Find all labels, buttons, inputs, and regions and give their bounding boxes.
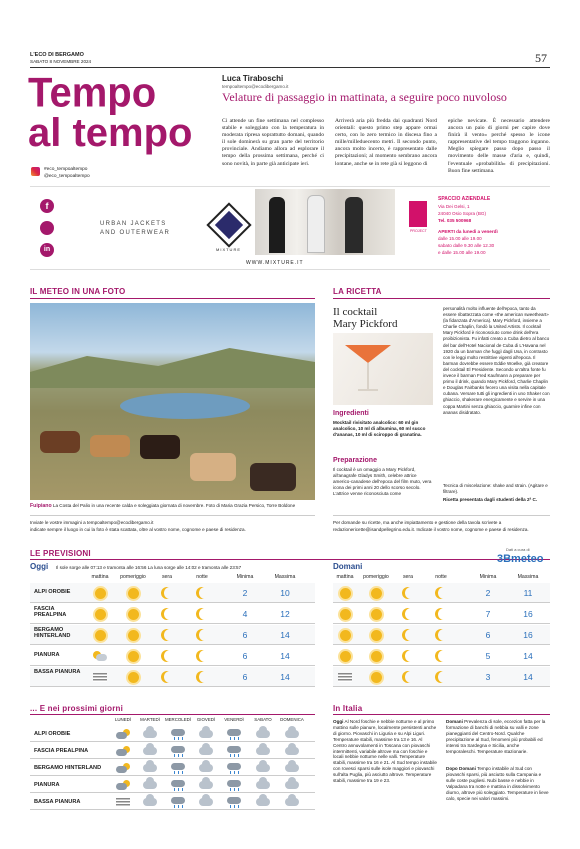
cloud-icon <box>256 747 270 755</box>
provider-logo: 3Bmeteo <box>497 553 544 565</box>
zone-label: PIANURA <box>34 652 60 658</box>
icon-cell <box>196 727 216 741</box>
min-temp: 2 <box>242 588 248 598</box>
instagram-handle: #eco_tempoaltempo <box>44 167 88 172</box>
icon-cell <box>282 761 302 775</box>
forecast-section-title: LE PREVISIONI <box>30 549 91 558</box>
icon-cell <box>157 585 177 601</box>
moon-icon <box>405 650 417 662</box>
sun-icon <box>371 672 382 683</box>
moon-icon <box>164 671 176 683</box>
forecast-row <box>30 583 315 603</box>
week-row <box>30 743 315 759</box>
forecast-section-rule <box>30 559 550 560</box>
cloud-sun-icon <box>116 780 130 790</box>
recipe-contact-2: redazionericette@isandpellegrino.edu.it. Indicate il vostro nome, cognome e paese di residenza. <box>333 527 529 532</box>
icon-cell <box>140 744 160 758</box>
icon-cell <box>90 585 110 601</box>
hours3: e dalle 15.00 alle 19.00 <box>438 250 486 255</box>
recipe-section-title: LA RICETTA <box>333 287 382 296</box>
sun-icon <box>340 588 351 599</box>
icon-cell <box>398 669 418 685</box>
italia-section-title: In Italia <box>333 704 363 713</box>
cloud-icon <box>285 764 299 772</box>
max-temp: 11 <box>523 588 533 598</box>
icon-cell <box>157 669 177 685</box>
icon-cell <box>431 648 451 664</box>
cocktail-photo <box>333 333 433 405</box>
day-header: GIOVEDÌ <box>196 717 216 722</box>
photo-horses <box>30 303 315 500</box>
min-temp: 6 <box>242 630 248 640</box>
icon-cell <box>192 606 212 622</box>
italia-domani <box>446 719 550 754</box>
zone-label: BERGAMO HINTERLAND <box>34 765 102 771</box>
article-col3: epiche nevicate. È necessario attendere ancora un paio di giorni per capire dove finirà il vento» perché spesso le icone rappresentative del tempo traggono inganno. Meglio spiegare passo dopo passo il movimento delle masse d'aria e, quindi, l'eventuale «probabilità» di precipitazioni. Buon fine settimana. <box>448 118 550 174</box>
forecast-row <box>333 604 550 624</box>
icon-cell <box>140 795 160 809</box>
rain-icon <box>171 746 185 757</box>
icon-cell <box>366 606 386 622</box>
column-header: pomeriggio <box>363 574 389 580</box>
cloud-icon <box>143 730 157 738</box>
moon-icon <box>164 629 176 641</box>
paper-date: SABATO 8 NOVEMBRE 2024 <box>30 59 92 64</box>
moon-icon <box>199 587 211 599</box>
day-header: SABATO <box>254 717 272 722</box>
rain-icon <box>171 797 185 808</box>
icon-cell <box>224 761 244 775</box>
caption-rule <box>30 515 315 516</box>
sun-cloud-icon <box>93 651 107 661</box>
zone-label: BASSA PIANURA <box>34 669 81 675</box>
ad-models-photo <box>255 189 395 255</box>
forecast-row <box>30 604 315 624</box>
sun-moon-times: Il sole sorge alle 07:13 e tramonta alle 16:56 La luna sorge alle 14:02 e tramonta alle 23:57 <box>56 565 242 570</box>
day-header: VENERDÌ <box>224 717 244 722</box>
recipe-right-text: personalità molto influente dell'epoca, tanto da essere ribattezzata come «the american sweetheart» (la fidanzata d'America). Mary Pickford, insieme a Charlie Chaplin, fondò la United Artists. Il cocktail Mary Pickford è riconosciuto come drink dell'era proibizionista. Fu infatti creato a Cuba dietro al banco del bar dell'Hotel Nacional de Cuba di L'Havana nel 1920 da un barman che fuggì dagli Usa, in contrasto con le leggi molto restrittive vigenti all'epoca. Il barman dovrebbe essere Eddie Woelke, già creatore del cocktail El Presidente. Secondo un'altra fonte fu invece il barman Fred Kaufmann a preparare per primo il drink, quando Mary Pickford, Charlie Chaplin e Douglas Fairbanks fecero una visita nella capitale cubana. Versare tutti gli ingredienti in uno Shaker con ghiaccio, shakerare energicamente e servire in una coppa Martini senza ghiaccio, guarnire infine con ananas disidratato. <box>443 306 550 415</box>
max-temp: 14 <box>523 651 533 661</box>
icon-cell <box>224 778 244 792</box>
max-temp: 14 <box>280 672 290 682</box>
week-row <box>30 760 315 776</box>
min-temp: 6 <box>242 651 248 661</box>
icon-cell <box>398 606 418 622</box>
icon-cell <box>140 778 160 792</box>
cloud-icon <box>256 764 270 772</box>
icon-cell <box>335 585 355 601</box>
sun-icon <box>340 651 351 662</box>
italia-oggi-text: Al Nord foschie e nebbie notturne e al primo mattino sulle pianure, localmente persistenti anche di giorno. Piovaschi in Liguria e su Alpi Liguri. Temperature stabili, massime tra 13 e 16. Al Centro annuvolamenti in Toscana con piovaschi intermittenti, variabile altrove ma con foschie e locali nebbie notturne nelle valli. Temperature stabili, massime tra 16 e 21. Al Sud tempo instabile con rovesci sparsi sulle isole maggiori e piovaschi sull'alta Puglia, più asciutto altrove. Temperature stabili, massime tra 19 e 23. <box>333 719 437 784</box>
moon-icon <box>405 629 417 641</box>
sun-icon <box>128 672 139 683</box>
moon-icon <box>438 608 450 620</box>
icon-cell <box>282 744 302 758</box>
recipe-title-1: Il cocktail <box>333 306 378 318</box>
column-header: mattina <box>336 574 354 580</box>
sun-icon <box>128 609 139 620</box>
max-temp: 14 <box>523 672 533 682</box>
forecast-row <box>30 625 315 645</box>
icon-cell <box>224 744 244 758</box>
icon-cell <box>113 744 133 758</box>
section-title-line2: al tempo <box>28 111 193 155</box>
cloud-icon <box>143 781 157 789</box>
icon-cell <box>253 795 273 809</box>
moon-icon <box>405 587 417 599</box>
tomorrow-forecast-table <box>333 573 550 690</box>
italia-section-rule <box>333 714 550 715</box>
rain-icon <box>227 746 241 757</box>
week-row <box>30 794 315 810</box>
cloud-sun-icon <box>116 763 130 773</box>
icon-cell <box>431 606 451 622</box>
sun-icon <box>371 588 382 599</box>
fog-icon <box>338 673 352 682</box>
italia-oggi <box>333 719 437 784</box>
icon-cell <box>140 727 160 741</box>
icon-cell <box>224 795 244 809</box>
moon-icon <box>199 608 211 620</box>
icon-cell <box>431 585 451 601</box>
m-project-logo <box>409 201 427 227</box>
sun-icon <box>128 588 139 599</box>
recipe-rule <box>333 515 550 516</box>
icon-cell <box>192 648 212 664</box>
photo-invite-2: indicate sempre il luogo in cui la foto è stata scattata, oltre al vostro nome, cognome e paese di residenza. <box>30 527 246 532</box>
cloud-icon <box>199 747 213 755</box>
icon-cell <box>157 606 177 622</box>
icon-cell <box>335 669 355 685</box>
icon-cell <box>282 778 302 792</box>
sun-icon <box>128 630 139 641</box>
icon-cell <box>196 761 216 775</box>
min-temp: 5 <box>485 651 491 661</box>
icon-cell <box>366 585 386 601</box>
icon-cell <box>196 795 216 809</box>
moon-icon <box>438 650 450 662</box>
icon-cell <box>123 627 143 643</box>
moon-icon <box>199 650 211 662</box>
preparation-title: Preparazione <box>333 457 377 464</box>
day-header: DOMENICA <box>280 717 304 722</box>
max-temp: 16 <box>523 630 533 640</box>
moon-icon <box>438 671 450 683</box>
icon-cell <box>140 761 160 775</box>
m-project-label: PROJECT <box>410 229 427 233</box>
icon-cell <box>398 648 418 664</box>
facebook-icon[interactable]: f <box>40 199 54 213</box>
icon-cell <box>253 761 273 775</box>
addr2: 24040 Osio Sopra (BG) <box>438 211 487 216</box>
zone-label: ALPI OROBIE <box>34 589 71 595</box>
icon-cell <box>431 627 451 643</box>
italia-domani-text: Prevalenza di sole, eccezion fatta per la formazione di banchi di nebbia su valli e zone pianeggianti del Centro-Nord. Qualche precipitazione al Sud, fenomeni più probabili ed intensi tra Sardegna e Sicilia, anche temporaleschi. Temperature stazionarie. <box>446 719 546 754</box>
forecast-row <box>333 625 550 645</box>
recipe-title-2: Mary Pickford <box>333 318 398 330</box>
min-temp: 3 <box>485 672 491 682</box>
forecast-row <box>333 667 550 687</box>
rain-icon <box>227 780 241 791</box>
icon-cell <box>90 627 110 643</box>
fog-icon <box>116 798 130 807</box>
author-email: tempoaltempo@ecodibergamo.it <box>222 84 289 89</box>
min-temp: 6 <box>485 630 491 640</box>
icon-cell <box>123 585 143 601</box>
week-row <box>30 726 315 742</box>
icon-cell <box>335 648 355 664</box>
recipe-section-rule <box>333 298 550 299</box>
fog-icon <box>93 673 107 682</box>
cloud-icon <box>256 798 270 806</box>
moon-icon <box>438 587 450 599</box>
italia-dopo <box>446 766 550 801</box>
icon-cell <box>113 761 133 775</box>
instagram-ad-icon[interactable] <box>40 221 54 235</box>
day-header: MERCOLEDÌ <box>164 717 192 722</box>
sun-icon <box>371 651 382 662</box>
headline: Velature di passaggio in mattinata, a seguire poco nuvoloso <box>222 90 507 104</box>
ingredients-text: Mocktail rivisitato analcolico: 60 ml gin analcolico, 10 ml di albumina, 60 ml succo d'ananas, 10 ml di sciroppo di granatina. <box>333 420 426 437</box>
max-temp: 10 <box>280 588 290 598</box>
column-header: Massima <box>274 574 296 580</box>
icon-cell <box>192 627 212 643</box>
column-header: Minima <box>236 574 254 580</box>
day-header: LUNEDÌ <box>114 717 132 722</box>
icon-cell <box>168 727 188 741</box>
max-temp: 14 <box>280 651 290 661</box>
icon-cell <box>113 727 133 741</box>
sun-icon <box>340 609 351 620</box>
icon-cell <box>335 606 355 622</box>
section-title-line1: Tempo <box>28 69 157 117</box>
day-header: MARTEDÌ <box>140 717 160 722</box>
cloud-sun-icon <box>116 746 130 756</box>
icon-cell <box>224 727 244 741</box>
week-forecast-table <box>30 716 315 812</box>
ingredients-title: Ingredienti <box>333 410 369 417</box>
min-temp: 7 <box>485 609 491 619</box>
italia-domani-label: Domani <box>446 719 463 724</box>
zone-label: BASSA PIANURA <box>34 799 81 805</box>
rain-icon <box>227 763 241 774</box>
icon-cell <box>282 795 302 809</box>
moon-icon <box>199 629 211 641</box>
icon-cell <box>431 669 451 685</box>
photo-caption-block <box>30 503 315 509</box>
moon-icon <box>405 608 417 620</box>
icon-cell <box>192 585 212 601</box>
week-row <box>30 777 315 793</box>
article-col2: Arriverà aria più fredda dai quadranti Nord orientali: questo primo step appare ormai certo, con lo zero termico in discesa fino a mille/milleduecento metri. Il secondo punto, ancora molto incerto, è rappresentato dalle precipitazioni; al momento sembrano ancora lontane, anche se in rete già si leggono di <box>335 118 437 167</box>
cloud-icon <box>285 747 299 755</box>
phone: Tel. 035 500968 <box>438 218 472 223</box>
icon-cell <box>90 648 110 664</box>
sun-icon <box>128 651 139 662</box>
author: Luca Tiraboschi <box>222 74 284 83</box>
cloud-icon <box>199 764 213 772</box>
icon-cell <box>113 778 133 792</box>
cloud-icon <box>256 730 270 738</box>
icon-cell <box>90 606 110 622</box>
column-header: notte <box>196 574 208 580</box>
italia-dopo-text: Tempo instabile al Sud con piovaschi sparsi, più asciutto sulla Campania e sulle coste pugliesi. Nubi basse e nebbie in Valpadana tra notte e mattina in dissolvimento diurno, altrove più soleggiato. Temperature in lieve calo, specie nei valori massimi. <box>446 766 549 801</box>
column-header: sera <box>402 574 414 580</box>
advertisement <box>30 186 550 270</box>
icon-cell <box>253 778 273 792</box>
recipe-credit: Ricetta presentata dagli studenti della 2ª C. <box>443 497 538 502</box>
cloud-icon <box>285 730 299 738</box>
domani-label: Domani <box>333 562 363 571</box>
page-number: 57 <box>535 51 547 65</box>
max-temp: 16 <box>523 609 533 619</box>
column-header: pomeriggio <box>120 574 146 580</box>
recipe-contact-1: Per domande su ricette, ma anche impiattamento e gestione della tavola scrivete a <box>333 520 502 525</box>
instagram-icon <box>31 167 40 176</box>
min-temp: 4 <box>242 609 248 619</box>
photo-section-rule <box>30 298 315 299</box>
ad-tagline-1: URBAN JACKETS <box>100 221 167 227</box>
rain-icon <box>227 729 241 740</box>
oggi-label: Oggi <box>30 562 49 571</box>
icon-cell <box>123 669 143 685</box>
column-header: sera <box>161 574 173 580</box>
cloud-icon <box>143 798 157 806</box>
paper-name: L'ECO DI BERGAMO <box>30 52 84 58</box>
icon-cell <box>196 778 216 792</box>
icon-cell <box>113 795 133 809</box>
addr1: Via Dei Gelsi, 1 <box>438 204 470 209</box>
zone-label: ALPI OROBIE <box>34 731 71 737</box>
article-col1: Ci attende un fine settimana nel complesso stabile e soleggiato con la temperatura in moderata ripresa soprattutto domani, quando il sole dominerà su gran parte del territorio provinciale. Andiamo allora ad esplorare il tempo della prossima settimana, perché ci sono novità, in parte già anticipate ieri. <box>222 118 324 167</box>
provider-small: Dati a cura di <box>506 547 530 552</box>
rain-icon <box>171 729 185 740</box>
sun-icon <box>95 630 106 641</box>
forecast-row <box>333 646 550 666</box>
max-temp: 12 <box>280 609 290 619</box>
week-section-title: ... E nei prossimi giorni <box>30 704 124 713</box>
zone-label: FASCIA PREALPINA <box>34 606 67 618</box>
cloud-icon <box>199 730 213 738</box>
icon-cell <box>253 744 273 758</box>
column-header: Minima <box>479 574 497 580</box>
icon-cell <box>335 627 355 643</box>
moon-icon <box>199 671 211 683</box>
sun-icon <box>95 609 106 620</box>
icon-cell <box>196 744 216 758</box>
sun-icon <box>95 588 106 599</box>
icon-cell <box>168 778 188 792</box>
icon-cell <box>366 648 386 664</box>
column-header: Massima <box>517 574 539 580</box>
photo-place: Fuipiano <box>30 503 52 509</box>
icon-cell <box>192 669 212 685</box>
ad-tagline-2: AND OUTERWEAR <box>100 230 171 236</box>
sun-icon <box>371 630 382 641</box>
italia-dopo-label: Dopo Domani <box>446 766 476 771</box>
zone-label: FASCIA PREALPINA <box>34 748 89 754</box>
icon-cell <box>282 727 302 741</box>
rain-icon <box>227 797 241 808</box>
linkedin-icon[interactable]: in <box>40 243 54 257</box>
cloud-icon <box>143 747 157 755</box>
moon-icon <box>438 629 450 641</box>
cloud-icon <box>199 781 213 789</box>
mixture-logo <box>206 202 251 247</box>
moon-icon <box>164 587 176 599</box>
photo-invite-1: Inviate le vostre immagini a tempoaltempo@ecodibergamo.it <box>30 520 154 525</box>
forecast-row <box>30 667 315 687</box>
moon-icon <box>164 608 176 620</box>
cloud-icon <box>285 798 299 806</box>
column-header: mattina <box>91 574 109 580</box>
min-temp: 6 <box>242 672 248 682</box>
hours2: sabato dalle 9.30 alle 12.30 <box>438 243 495 248</box>
forecast-row <box>30 646 315 666</box>
instagram-handle-2: @eco_tempoaltempo <box>44 174 90 179</box>
icon-cell <box>398 585 418 601</box>
rain-icon <box>171 780 185 791</box>
icon-cell <box>123 606 143 622</box>
cloud-icon <box>256 781 270 789</box>
sun-icon <box>340 630 351 641</box>
photo-caption: La Costa del Palio in una recente calda e soleggiata giornata di novembre. Foto di Maria Grazia Persico, Torre Boldone <box>52 503 296 508</box>
spaccio-title: SPACCIO AZIENDALE <box>438 196 491 202</box>
rain-icon <box>171 763 185 774</box>
cloud-icon <box>199 798 213 806</box>
icon-cell <box>157 648 177 664</box>
icon-cell <box>253 727 273 741</box>
icon-cell <box>168 761 188 775</box>
open-title: APERTI da lunedì a venerdì <box>438 229 498 234</box>
column-header: notte <box>435 574 447 580</box>
zone-label: PIANURA <box>34 782 60 788</box>
ad-url[interactable]: WWW.MIXTURE.IT <box>246 260 304 266</box>
today-forecast-table <box>30 573 315 690</box>
icon-cell <box>168 795 188 809</box>
icon-cell <box>90 669 110 685</box>
moon-icon <box>405 671 417 683</box>
week-section-rule <box>30 714 315 715</box>
min-temp: 2 <box>485 588 491 598</box>
max-temp: 14 <box>280 630 290 640</box>
icon-cell <box>168 744 188 758</box>
recipe-technique: Tecnica di miscelazione: shake and strain. (Agitare e filtrare). <box>443 483 548 494</box>
cloud-sun-icon <box>116 729 130 739</box>
italia-oggi-label: Oggi <box>333 719 344 724</box>
cloud-icon <box>143 764 157 772</box>
hours1: dalle 15.00 alle 19.00 <box>438 236 482 241</box>
zone-label: BERGAMO HINTERLAND <box>34 627 71 639</box>
icon-cell <box>366 669 386 685</box>
icon-cell <box>123 648 143 664</box>
preparation-text: Il cocktail è un omaggio a Mary Pickford, all'anagrafe Gladys Smith, celebre attrice americo-canadese dell'epoca del film muto, vera icona dei primi anni 20 dello scorso secolo. L'attrice venne riconosciuta come <box>333 467 432 496</box>
ad-brand: MIXTURE <box>216 247 241 252</box>
cloud-icon <box>285 781 299 789</box>
icon-cell <box>157 627 177 643</box>
photo-section-title: IL METEO IN UNA FOTO <box>30 287 126 296</box>
sun-icon <box>371 609 382 620</box>
header-rule <box>30 67 550 68</box>
icon-cell <box>366 627 386 643</box>
icon-cell <box>398 627 418 643</box>
moon-icon <box>164 650 176 662</box>
forecast-row <box>333 583 550 603</box>
